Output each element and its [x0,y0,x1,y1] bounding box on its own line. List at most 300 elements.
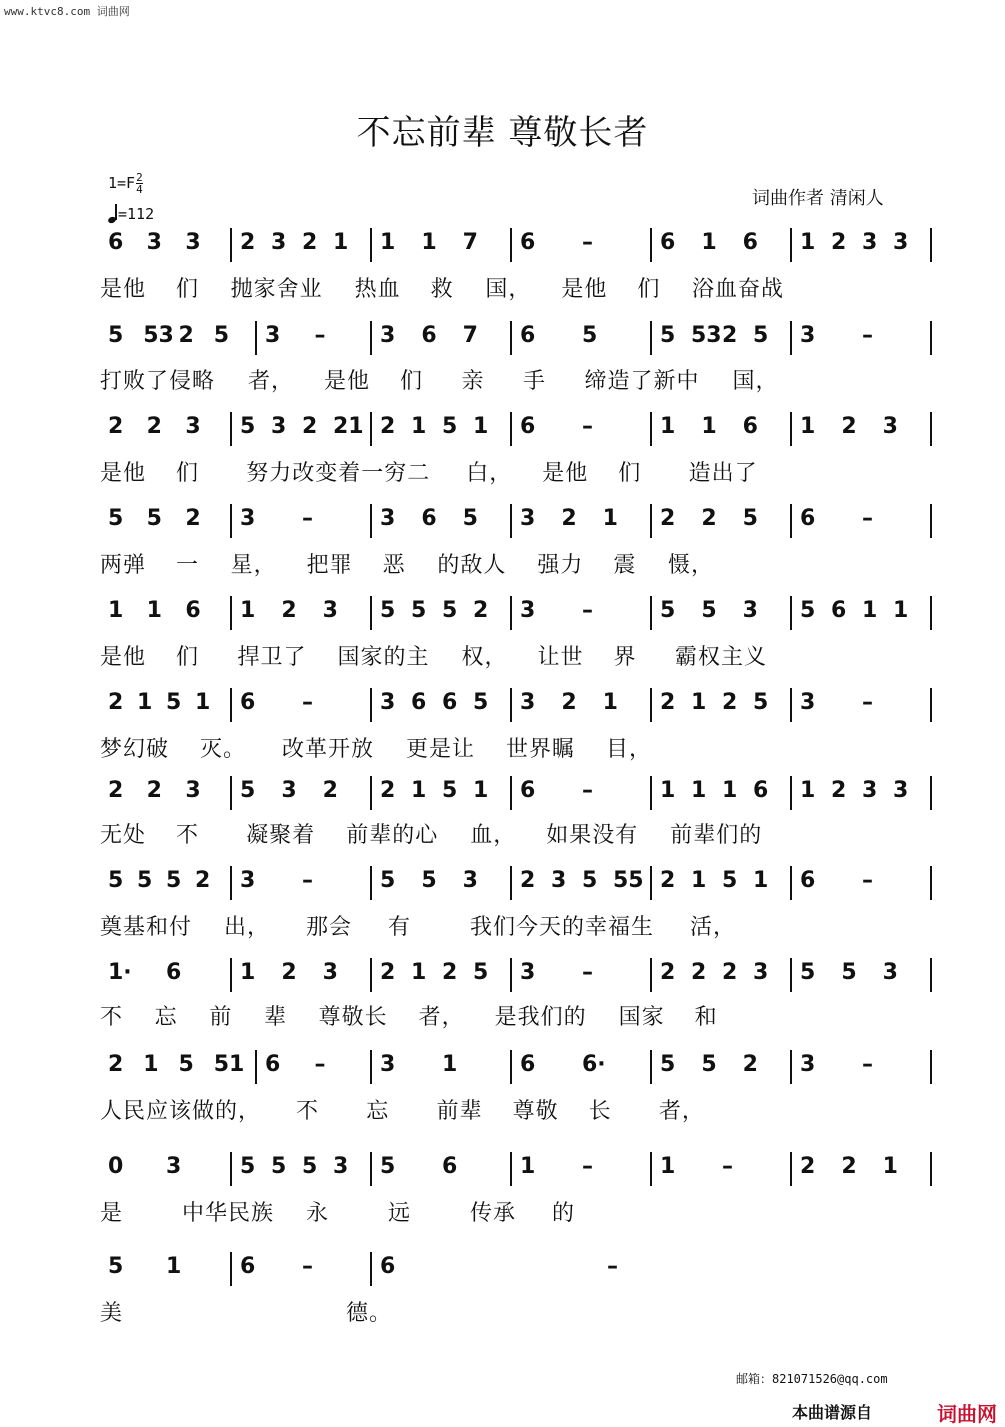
note: 7 [462,323,478,348]
note: – [862,1052,873,1077]
note: 5 [742,506,758,531]
barline [650,958,652,992]
lyric-syllables: 尊敬长 [318,1005,388,1030]
lyric-syllables: 不 [296,1099,320,1124]
barline [650,228,652,262]
note: 1 [411,960,427,985]
note: 5 [302,1154,318,1179]
lyric-syllables: 缔造了新中 [584,369,700,394]
note: 1 [411,414,427,439]
lyric-syllables: 美 [100,1301,124,1326]
note: 3 [800,1052,816,1077]
lyric-row [100,1000,940,1030]
lyric-syllables: 权， [461,645,508,670]
note: 5 [108,1254,124,1279]
lyric-syllables: 是他 [100,277,147,302]
note: 1 [602,506,618,531]
note: – [314,323,326,348]
lyric-row [100,1196,940,1226]
lyric-syllables: 们 [400,369,424,394]
note: 6 [240,1254,256,1279]
lyric-syllables: 忘 [154,1005,178,1030]
barline [790,412,792,446]
note: 1 [691,868,707,893]
barline [650,1152,652,1186]
lyric-syllables: 不 [100,1005,124,1030]
lyric-row [100,1094,940,1124]
notation-row [100,776,940,816]
note: 2 [660,690,676,715]
note: 6 [520,778,536,803]
lyric-syllables: 灭。 [200,737,247,762]
note: 2 [722,323,738,348]
note: 5 [473,960,489,985]
lyric-syllables: 改革开放 [282,737,375,762]
lyric-syllables: 让世 [537,645,584,670]
lyric-syllables: 如果没有 [546,823,639,848]
note: 1 [862,598,878,623]
lyric-syllables: 是他 [324,369,371,394]
note: 3 [185,414,201,439]
notation-row [100,958,940,998]
note: 1 [442,1052,458,1077]
tempo-marking [108,203,154,223]
barline [790,504,792,538]
notation-row [100,866,940,906]
note: 1 [473,778,489,803]
lyric-syllables: 那会 [306,915,353,940]
lyric-syllables: 们 [618,461,642,486]
barline [790,958,792,992]
note: 2 [108,778,124,803]
barline [370,1152,372,1186]
barline [230,866,232,900]
note: 5 [753,690,769,715]
notation-row [100,228,940,268]
note: 5 [380,598,396,623]
note: 3 [322,598,338,623]
lyric-syllables: 抛家舍业 [230,277,323,302]
note: 2 [146,414,162,439]
note: 6 [442,1154,458,1179]
note: 1 [240,598,256,623]
note: 2 [660,506,676,531]
barline [370,504,372,538]
time-signature [136,172,143,195]
notation-row [100,1252,940,1292]
note: 1 [411,778,427,803]
note: 6 [421,323,437,348]
lyric-row [100,910,940,940]
lyric-syllables: 梦幻破 [100,737,170,762]
composer-credit: 词曲作者 清闲人 [752,188,884,209]
note: 5 [178,1052,194,1077]
lyric-syllables: 是他 [542,461,589,486]
note: 5 [240,414,256,439]
lyric-syllables: 者， [418,1005,465,1030]
note: 2 [178,323,194,348]
note: 3 [742,598,758,623]
note: 3 [185,230,201,255]
barline [650,866,652,900]
lyric-syllables: 努力改变着一穷二 [246,461,431,486]
barline [930,688,932,722]
note: 2 [302,414,318,439]
lyric-row [100,640,940,670]
tempo-value: =112 [118,205,155,223]
note: 2 [473,598,489,623]
note: 53 [691,323,722,348]
note: 6 [831,598,847,623]
note: 5 [582,868,598,893]
notation-row [100,688,940,728]
barline [650,776,652,810]
note: – [582,1154,593,1179]
lyric-syllables: 一 [176,553,200,578]
barline [230,596,232,630]
note: 2 [561,690,577,715]
lyric-syllables: 永 [306,1201,330,1226]
note: 6 [520,230,536,255]
note: 0 [108,1154,124,1179]
barline [510,1050,512,1084]
note: 1 [421,230,437,255]
barline [230,1152,232,1186]
note: 5 [213,323,230,348]
lyric-syllables: 是我们的 [494,1005,587,1030]
note: 3 [322,960,338,985]
barline [930,776,932,810]
note: – [862,690,873,715]
barline [370,596,372,630]
lyric-syllables: 目， [606,737,653,762]
lyric-syllables: 恶 [382,553,406,578]
notation-row [100,412,940,452]
lyric-syllables: 前 [209,1005,233,1030]
barline [510,866,512,900]
note: 6 [265,1052,281,1077]
note: 2 [185,506,201,531]
lyric-syllables: 者， [658,1099,705,1124]
barline [650,688,652,722]
note: 5 [271,1154,287,1179]
note: 53 [143,323,174,348]
lyric-syllables: 打败了侵略 [100,369,216,394]
lyric-syllables: 国， [485,277,532,302]
note: 3 [271,230,287,255]
notation-row [100,321,940,361]
note: 6 [800,506,816,531]
note: 6 [166,960,182,985]
note: 5 [753,323,769,348]
note: 2 [380,778,396,803]
note: 2 [831,230,847,255]
lyric-syllables: 有 [388,915,412,940]
note: 6 [442,690,458,715]
barline [650,412,652,446]
lyric-syllables: 传承 [470,1201,517,1226]
barline [230,228,232,262]
lyric-syllables: 世界瞩 [506,737,576,762]
note: 1 [893,598,909,623]
note: 2 [742,1052,758,1077]
barline [230,1252,232,1286]
lyric-syllables: 把罪 [306,553,353,578]
quarter-note-icon [108,203,118,223]
time-numerator: 2 [136,171,143,184]
notation-row [100,1050,940,1090]
barline [510,321,512,355]
note: 6 [108,230,124,255]
lyric-syllables: 们 [176,461,200,486]
lyric-syllables: 们 [637,277,661,302]
note: – [582,598,593,623]
lyric-syllables: 更是让 [406,737,476,762]
note: 2 [195,868,211,893]
lyric-syllables: 慑， [668,553,715,578]
notation-row [100,504,940,544]
barline [230,412,232,446]
note: – [582,414,593,439]
lyric-syllables: 们 [176,645,200,670]
note: 5 [701,1052,717,1077]
note: 1 [520,1154,536,1179]
barline [510,412,512,446]
barline [930,596,932,630]
lyric-row [100,456,940,486]
barline [790,1050,792,1084]
lyric-syllables: 霸权主义 [675,645,768,670]
lyric-syllables: 是他 [100,461,147,486]
note: 3 [380,1052,396,1077]
lyric-row [100,272,940,302]
note: 5 [108,506,124,531]
barline [510,228,512,262]
note: 3 [753,960,769,985]
note: 2 [660,960,676,985]
lyric-syllables: 星， [230,553,277,578]
note: 3 [380,506,396,531]
note: 1 [691,778,707,803]
note: 5 [380,1154,396,1179]
lyric-syllables: 前辈的心 [346,823,439,848]
lyric-syllables: 亲 [461,369,485,394]
barline [790,596,792,630]
note: 6 [185,598,201,623]
barline [370,321,372,355]
lyric-syllables: 尊敬 [512,1099,559,1124]
lyric-syllables: 界 [613,645,637,670]
lyric-syllables: 者， [248,369,295,394]
lyric-syllables: 我们今天的幸福生 [470,915,655,940]
barline [650,1050,652,1084]
note: 3 [380,690,396,715]
lyric-syllables: 辈 [264,1005,288,1030]
note: 2 [841,1154,857,1179]
note: 1 [333,230,349,255]
note: 3 [520,506,536,531]
lyric-syllables: 人民应该做的， [100,1099,262,1124]
note: 2 [146,778,162,803]
note: 1 [753,868,769,893]
note: 3 [240,868,256,893]
note: 3 [166,1154,182,1179]
lyric-syllables: 的敌人 [437,553,507,578]
note: 3 [882,960,898,985]
note: 2 [380,414,396,439]
note: 5 [166,868,182,893]
note: – [302,1254,313,1279]
barline [930,504,932,538]
barline [650,321,652,355]
barline [510,504,512,538]
lyric-row [100,732,940,762]
lyric-syllables: 活， [690,915,737,940]
lyric-syllables: 奠基和付 [100,915,193,940]
barline [370,412,372,446]
lyric-syllables: 是他 [561,277,608,302]
note: 1 [701,414,717,439]
note: 3 [520,960,536,985]
lyric-row [100,548,940,578]
lyric-syllables: 不 [176,823,200,848]
note: 3 [800,323,816,348]
barline [370,866,372,900]
note: 6 [800,868,816,893]
lyric-syllables: 国家的主 [337,645,430,670]
lyric-syllables: 热血 [354,277,401,302]
note: 5 [240,1154,256,1179]
note: 1 [800,230,816,255]
barline [930,1152,932,1186]
note: 2 [561,506,577,531]
lyric-syllables: 国， [732,369,779,394]
note: 3 [520,598,536,623]
note: 5 [411,598,427,623]
note: 6 [411,690,427,715]
note: 2 [691,960,707,985]
barline [370,1050,372,1084]
note: 2 [322,778,338,803]
note: 5 [462,506,478,531]
lyric-syllables: 凝聚着 [246,823,316,848]
note: – [582,778,593,803]
note: 3 [862,778,878,803]
note: 3 [551,868,567,893]
note: 1 [602,690,618,715]
note: 3 [520,690,536,715]
note: 6 [421,506,437,531]
note: 6 [742,414,758,439]
barline [230,504,232,538]
barline [930,321,932,355]
barline [790,321,792,355]
note: 21 [333,414,364,439]
lyric-syllables: 远 [388,1201,412,1226]
barline [930,412,932,446]
note: 6 [520,414,536,439]
lyric-syllables: 和 [694,1005,718,1030]
note: 1 [240,960,256,985]
note: 2 [302,230,318,255]
note: 7 [462,230,478,255]
note: – [302,506,313,531]
note: 2 [701,506,717,531]
note: 3 [271,414,287,439]
barline [230,958,232,992]
lyric-syllables: 强力 [537,553,584,578]
note: – [302,690,313,715]
note: 5 [473,690,489,715]
note: – [314,1052,326,1077]
note: – [607,1254,618,1279]
barline [650,504,652,538]
note: 1 [195,690,211,715]
footer-brand-logo: 词曲网 [937,1402,997,1426]
note: 5 [421,868,437,893]
note: – [582,960,593,985]
note: 1 [146,598,162,623]
note: 2 [108,1052,124,1077]
note: 2 [281,960,297,985]
note: 5 [442,598,458,623]
note: 2 [380,960,396,985]
note: 3 [333,1154,349,1179]
note: 3 [800,690,816,715]
notation-row [100,1152,940,1192]
barline [790,688,792,722]
note: 2 [722,960,738,985]
note: 5 [442,414,458,439]
barline [930,958,932,992]
lyric-syllables: 造出了 [688,461,758,486]
note: 5 [660,323,676,348]
song-title: 不忘前辈 尊敬长者 [356,113,649,153]
footer-source: 本曲谱源自 [792,1403,873,1422]
barline [370,688,372,722]
note: 3 [882,414,898,439]
note: 5 [660,1052,676,1077]
note: 5 [108,868,124,893]
note: 6 [742,230,758,255]
time-denominator: 4 [136,183,143,196]
barline [255,1050,257,1084]
note: 3 [146,230,162,255]
lyric-syllables: 们 [176,277,200,302]
lyric-syllables: 忘 [366,1099,390,1124]
note: 1 [660,1154,676,1179]
lyric-syllables: 出， [224,915,271,940]
note: 2 [240,230,256,255]
note: 2 [841,414,857,439]
note: 1 [166,1254,182,1279]
note: 5 [137,868,153,893]
note: 1 [800,414,816,439]
barline [255,321,257,355]
note: 1· [108,960,132,985]
note: 3 [240,506,256,531]
lyric-syllables: 是 [100,1201,124,1226]
note: – [302,868,313,893]
lyric-syllables: 长 [588,1099,612,1124]
note: – [862,323,873,348]
note: 1 [722,778,738,803]
lyric-syllables: 捍卫了 [237,645,307,670]
note: 5 [442,778,458,803]
note: 55 [613,868,644,893]
lyric-syllables: 无处 [100,823,147,848]
note: 1 [691,690,707,715]
